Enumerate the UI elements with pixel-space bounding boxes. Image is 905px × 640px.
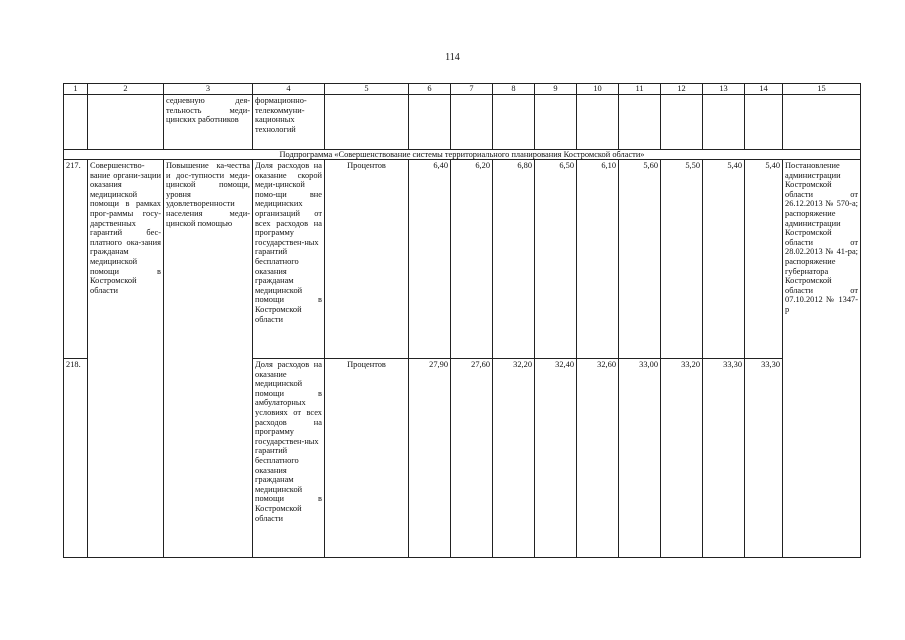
empty-cell	[88, 95, 164, 150]
value-cell: 5,60	[619, 160, 661, 359]
unit-cell: Процентов	[325, 359, 409, 558]
subprogram-title: Подпрограмма «Совершенствование системы территориального планирования Костромской области»	[64, 150, 861, 160]
empty-cell	[409, 95, 451, 150]
empty-cell	[577, 95, 619, 150]
legal-basis-cell: Постановление администрации Костромской области от 26.12.2013 № 570-а; распоряжение администрации Костромской области от 28.02.2013 № 41-ра; распоряжение губернатора Костромской области от 07.10.2012 № 1347-р	[783, 160, 861, 558]
column-number: 11	[619, 84, 661, 95]
value-cell: 6,50	[535, 160, 577, 359]
value-cell: 33,30	[745, 359, 783, 558]
column-number: 14	[745, 84, 783, 95]
empty-cell	[493, 95, 535, 150]
column-number: 12	[661, 84, 703, 95]
value-cell: 27,60	[451, 359, 493, 558]
value-cell: 32,40	[535, 359, 577, 558]
empty-cell	[325, 95, 409, 150]
value-cell: 5,40	[745, 160, 783, 359]
value-cell: 33,20	[661, 359, 703, 558]
empty-cell	[535, 95, 577, 150]
value-cell: 32,20	[493, 359, 535, 558]
empty-cell	[783, 95, 861, 150]
column-number: 6	[409, 84, 451, 95]
column-number: 13	[703, 84, 745, 95]
empty-cell	[451, 95, 493, 150]
value-cell: 6,40	[409, 160, 451, 359]
column-number: 5	[325, 84, 409, 95]
column-number: 10	[577, 84, 619, 95]
row-number: 217.	[64, 160, 88, 359]
empty-cell	[64, 95, 88, 150]
value-cell: 6,80	[493, 160, 535, 359]
indicators-table	[63, 83, 861, 558]
column-number: 3	[164, 84, 253, 95]
empty-cell	[703, 95, 745, 150]
row-number: 218.	[64, 359, 88, 558]
column-number: 2	[88, 84, 164, 95]
value-cell: 6,20	[451, 160, 493, 359]
column-numbers-row	[64, 84, 861, 95]
column-number: 1	[64, 84, 88, 95]
empty-cell	[661, 95, 703, 150]
unit-cell: Процентов	[325, 160, 409, 359]
indicator-name-cell: Доля расходов на оказание скорой меди-цинской помо-щи вне медицинских организаций от всех расходов на программу государствен-ных гарантий бесплатного оказания гражданам медицинской помощи в Костромской области	[253, 160, 325, 359]
value-cell: 5,40	[703, 160, 745, 359]
column-number: 7	[451, 84, 493, 95]
value-cell: 5,50	[661, 160, 703, 359]
subprogram-row	[64, 150, 861, 160]
expected-result-cell: Повышение ка-чества и дос-тупности меди-цинской помощи, уровня удовлетворенности населения меди-цинской помощью	[164, 160, 253, 558]
measure-name-cell: Совершенство-вание органи-зации оказания медицинской помощи в рамках прог-раммы госу-дарственных гарантий бес-платного ока-зания гражданам медицинской помощи в Костромской области	[88, 160, 164, 558]
table-row	[64, 160, 861, 359]
indicator-name-cell: Доля расходов на оказание медицинской помощи в амбулаторных условиях от всех расходов на программу государствен-ных гарантий бесплатного оказания гражданам медицинской помощи в Костромской области	[253, 359, 325, 558]
value-cell: 33,30	[703, 359, 745, 558]
value-cell: 33,00	[619, 359, 661, 558]
column-number: 9	[535, 84, 577, 95]
column-number: 4	[253, 84, 325, 95]
continuation-row	[64, 95, 861, 150]
value-cell: 6,10	[577, 160, 619, 359]
value-cell: 32,60	[577, 359, 619, 558]
empty-cell	[619, 95, 661, 150]
continued-result-cell: седневную дея-тельность меди-цинских работников	[164, 95, 253, 150]
column-number: 8	[493, 84, 535, 95]
empty-cell	[745, 95, 783, 150]
column-number: 15	[783, 84, 861, 95]
continued-indicator-cell: формационно-телекоммуни-кационных технологий	[253, 95, 325, 150]
value-cell: 27,90	[409, 359, 451, 558]
page-number: 114	[445, 52, 460, 63]
